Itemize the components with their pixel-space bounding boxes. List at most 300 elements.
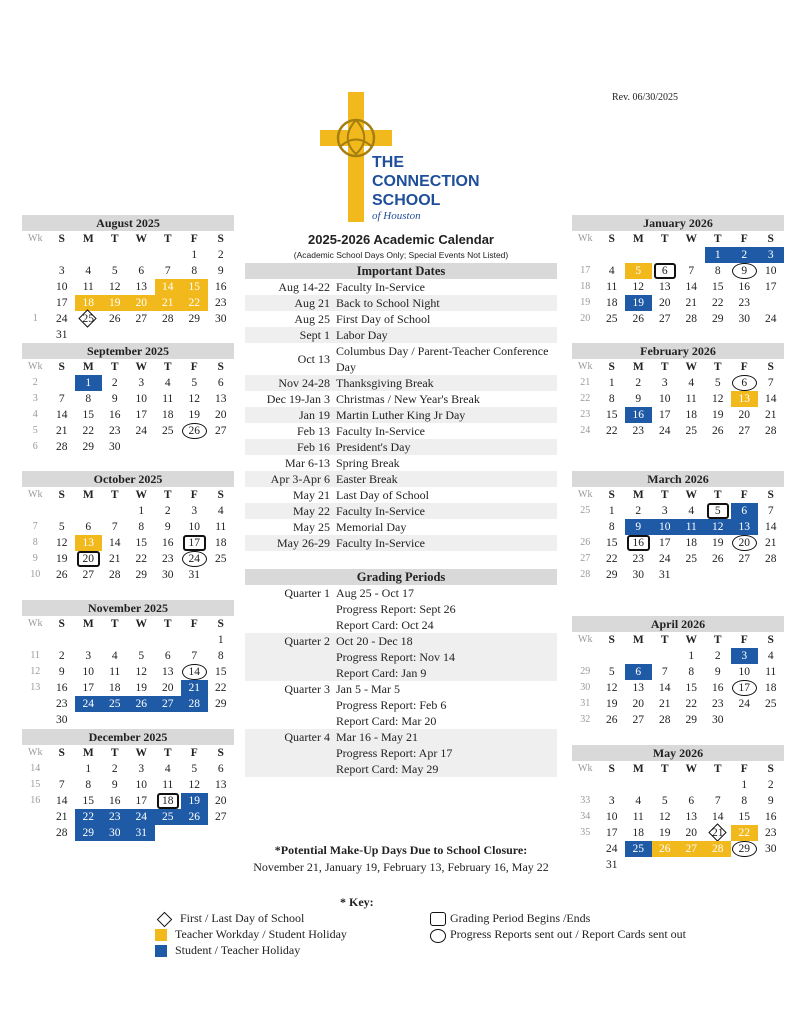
day-cell: 18: [75, 295, 102, 311]
important-dates-heading: Important Dates: [245, 263, 557, 279]
day-cell: 9: [625, 519, 652, 535]
week-number-header: Wk: [578, 489, 593, 500]
day-cell: 19: [712, 537, 724, 549]
day-cell: 14: [765, 393, 777, 405]
day-cell: 16: [162, 537, 174, 549]
day-cell: 2: [635, 377, 642, 389]
yellow-swatch-icon: [155, 929, 167, 941]
day-cell: 26: [128, 696, 155, 712]
day-cell: 6: [138, 265, 145, 277]
day-cell: 2: [58, 650, 65, 662]
grading-detail: Report Card: Jan 9: [336, 666, 427, 680]
day-cell: 8: [688, 666, 695, 678]
important-date: Sept 1: [299, 328, 330, 342]
day-cell: 26: [606, 714, 618, 726]
month-calendar: [572, 745, 784, 873]
day-cell: [155, 247, 182, 263]
important-event: Spring Break: [336, 456, 400, 470]
day-cell: 23: [215, 297, 227, 309]
day-cell: 27: [155, 696, 182, 712]
weekday-header: S: [58, 618, 65, 630]
weekday-header: W: [685, 361, 697, 373]
day-cell: 1: [138, 505, 145, 517]
quarter-label: Quarter 4: [284, 730, 330, 744]
day-cell: [758, 295, 785, 311]
day-cell: 18: [765, 682, 777, 694]
month-calendar: [572, 471, 784, 583]
day-cell: 3: [661, 505, 668, 517]
day-cell: 11: [632, 811, 644, 823]
key-teacher-workday: Teacher Workday / Student Holiday: [155, 926, 347, 942]
day-cell: 29: [188, 313, 200, 325]
day-cell: 1: [688, 650, 695, 662]
day-cell: 12: [712, 393, 724, 405]
week-number: 34: [580, 811, 591, 822]
day-cell: 11: [109, 666, 121, 678]
quarter-label: [245, 601, 336, 617]
important-date: Apr 3-Apr 6: [270, 472, 330, 486]
grading-row: [245, 601, 557, 617]
day-cell: 7: [58, 393, 65, 405]
important-event: Faculty In-Service: [336, 504, 425, 518]
important-date-row: [245, 519, 557, 535]
day-cell: 24: [135, 425, 147, 437]
month-calendar: [22, 729, 234, 841]
day-cell: [731, 712, 758, 728]
day-cell: 20: [685, 827, 697, 839]
day-cell: 10: [738, 666, 750, 678]
weekday-header: W: [135, 361, 147, 373]
grading-detail: Report Card: Mar 20: [336, 714, 437, 728]
week-number-header: Wk: [28, 618, 43, 629]
grading-periods-list: [245, 585, 557, 777]
weekday-header: W: [135, 489, 147, 501]
day-cell: [102, 327, 129, 343]
day-cell: 1: [85, 763, 92, 775]
day-cell: 13: [731, 391, 758, 407]
day-cell: 11: [162, 779, 174, 791]
grading-periods-heading: Grading Periods: [245, 569, 557, 585]
week-number: 16: [30, 795, 41, 806]
weekday-header: S: [217, 747, 224, 759]
day-cell: 7: [191, 650, 198, 662]
day-cell: 2: [217, 249, 224, 261]
grading-detail: Progress Report: Nov 14: [336, 650, 455, 664]
day-cell: 17: [135, 795, 147, 807]
day-cell: 11: [82, 281, 94, 293]
important-date-row: [245, 535, 557, 551]
day-cell: 12: [659, 811, 671, 823]
day-cell: 11: [678, 519, 705, 535]
day-cell: 13: [731, 519, 758, 535]
week-number-header: Wk: [28, 361, 43, 372]
day-cell: [208, 825, 235, 841]
weekday-header: M: [632, 233, 644, 245]
day-cell: 4: [85, 265, 92, 277]
month-title: May 2026: [572, 745, 784, 761]
day-cell: 14: [685, 281, 697, 293]
important-date-row: [245, 439, 557, 455]
grading-detail: Mar 16 - May 21: [336, 730, 418, 744]
day-cell: 8: [85, 393, 92, 405]
month-calendar: [22, 471, 234, 583]
day-cell: 27: [738, 425, 750, 437]
weekday-header: M: [632, 763, 644, 775]
day-cell: [705, 777, 732, 793]
rounded-box-icon: [430, 912, 446, 926]
day-cell: 24: [56, 313, 68, 325]
day-cell: 9: [731, 263, 758, 279]
weekday-header: M: [82, 233, 94, 245]
day-cell: [128, 632, 155, 648]
week-number-header: Wk: [578, 361, 593, 372]
day-cell: 23: [738, 297, 750, 309]
day-cell: 6: [164, 650, 171, 662]
day-cell: 22: [606, 425, 618, 437]
day-cell: [208, 567, 235, 583]
day-cell: [625, 857, 652, 873]
month-title: April 2026: [572, 616, 784, 632]
day-cell: 9: [767, 795, 774, 807]
day-cell: [652, 857, 679, 873]
month-title: September 2025: [22, 343, 234, 359]
important-event: Back to School Night: [336, 296, 440, 310]
important-date: Aug 14-22: [278, 280, 330, 294]
day-cell: 25: [685, 553, 697, 565]
weekday-header: W: [685, 233, 697, 245]
week-number: 17: [580, 265, 591, 276]
weekday-header: T: [163, 361, 172, 373]
day-cell: [208, 327, 235, 343]
day-cell: 15: [606, 409, 618, 421]
day-cell: [181, 825, 208, 841]
important-date: Mar 6-13: [285, 456, 330, 470]
week-number: 35: [580, 827, 591, 838]
important-date-row: [245, 407, 557, 423]
day-cell: [625, 648, 652, 664]
day-cell: 27: [135, 313, 147, 325]
weekday-header: T: [713, 361, 722, 373]
day-cell: 25: [685, 425, 697, 437]
day-cell: 15: [82, 795, 94, 807]
weekday-header: T: [110, 361, 119, 373]
day-cell: 25: [625, 841, 652, 857]
day-cell: 18: [685, 537, 697, 549]
day-cell: 18: [632, 827, 644, 839]
important-date: Feb 13: [297, 424, 330, 438]
day-cell: 21: [56, 811, 68, 823]
day-cell: [155, 439, 182, 455]
weekday-header: T: [163, 618, 172, 630]
weekday-header: T: [110, 618, 119, 630]
day-cell: 10: [765, 265, 777, 277]
day-cell: 22: [135, 553, 147, 565]
day-cell: 13: [162, 666, 174, 678]
day-cell: [128, 247, 155, 263]
grading-row: [245, 617, 557, 633]
weekday-header: W: [135, 747, 147, 759]
day-cell: 24: [181, 551, 208, 567]
grading-row: [245, 681, 557, 697]
weekday-header: T: [713, 634, 722, 646]
day-cell: 12: [188, 779, 200, 791]
day-cell: 19: [56, 553, 68, 565]
week-number: 29: [580, 666, 591, 677]
day-cell: [155, 327, 182, 343]
day-cell: 30: [738, 313, 750, 325]
important-date-row: [245, 391, 557, 407]
day-cell: 29: [75, 825, 102, 841]
day-cell: 14: [56, 795, 68, 807]
day-cell: 22: [215, 682, 227, 694]
weekday-header: F: [190, 361, 198, 373]
key-grading: Grading Period Begins /Ends: [430, 910, 686, 926]
weekday-header: T: [713, 763, 722, 775]
month-title: January 2026: [572, 215, 784, 231]
week-number-header: Wk: [28, 747, 43, 758]
day-cell: 6: [688, 795, 695, 807]
day-cell: 18: [685, 409, 697, 421]
day-cell: 21: [659, 698, 671, 710]
day-cell: 5: [58, 521, 65, 533]
weekday-header: F: [190, 233, 198, 245]
week-number: 3: [32, 393, 38, 404]
day-cell: 25: [75, 311, 102, 327]
week-number: 5: [32, 425, 38, 436]
day-cell: 8: [608, 521, 615, 533]
week-number: 24: [580, 425, 591, 436]
day-cell: 17: [765, 281, 777, 293]
week-number: [22, 263, 49, 279]
weekday-header: S: [767, 489, 774, 501]
grading-detail: Progress Report: Apr 17: [336, 746, 453, 760]
day-cell: 6: [625, 664, 652, 680]
weekday-header: F: [740, 489, 748, 501]
day-cell: 31: [128, 825, 155, 841]
day-cell: 14: [56, 409, 68, 421]
day-cell: 3: [85, 650, 92, 662]
weekday-header: T: [163, 747, 172, 759]
day-cell: 6: [731, 375, 758, 391]
weekday-header: M: [82, 618, 94, 630]
grading-row: [245, 649, 557, 665]
week-number: [22, 295, 49, 311]
important-event: Christmas / New Year's Break: [336, 392, 480, 406]
day-cell: 21: [109, 553, 121, 565]
day-cell: 29: [135, 569, 147, 581]
day-cell: [128, 327, 155, 343]
quarter-label: [245, 761, 336, 777]
week-number: 1: [32, 313, 38, 324]
day-cell: [208, 712, 235, 728]
grading-detail: Jan 5 - Mar 5: [336, 682, 400, 696]
day-cell: 7: [111, 521, 118, 533]
day-cell: 25: [606, 313, 618, 325]
day-cell: 27: [82, 569, 94, 581]
important-date: May 25: [293, 520, 330, 534]
day-cell: 10: [188, 521, 200, 533]
day-cell: 19: [659, 827, 671, 839]
quarter-label: [245, 649, 336, 665]
day-cell: 3: [138, 763, 145, 775]
day-cell: 31: [188, 569, 200, 581]
weekday-header: F: [740, 763, 748, 775]
week-number: 22: [580, 393, 591, 404]
week-number: 26: [580, 537, 591, 548]
week-number: 23: [580, 409, 591, 420]
day-cell: [678, 857, 705, 873]
day-cell: 18: [155, 793, 182, 809]
day-cell: 13: [215, 779, 227, 791]
grading-detail: Aug 25 - Oct 17: [336, 586, 414, 600]
grading-detail: Report Card: Oct 24: [336, 618, 434, 632]
weekday-header: W: [685, 763, 697, 775]
day-cell: 10: [135, 779, 147, 791]
day-cell: 16: [738, 281, 750, 293]
day-cell: 28: [659, 714, 671, 726]
important-event: Labor Day: [336, 328, 388, 342]
day-cell: 30: [56, 714, 68, 726]
day-cell: 14: [181, 664, 208, 680]
week-number: [22, 279, 49, 295]
day-cell: 12: [606, 682, 618, 694]
week-number: [572, 247, 599, 263]
weekday-header: T: [163, 233, 172, 245]
important-event: Martin Luther King Jr Day: [336, 408, 466, 422]
day-cell: 10: [135, 393, 147, 405]
day-cell: 30: [102, 825, 129, 841]
day-cell: 12: [632, 281, 644, 293]
day-cell: 3: [608, 795, 615, 807]
day-cell: 14: [109, 537, 121, 549]
weekday-header: S: [767, 361, 774, 373]
important-date-row: [245, 295, 557, 311]
day-cell: 29: [215, 698, 227, 710]
day-cell: 16: [109, 795, 121, 807]
day-cell: 13: [685, 811, 697, 823]
week-number: [22, 809, 49, 825]
day-cell: [75, 327, 102, 343]
important-event: Faculty In-Service: [336, 536, 425, 550]
day-cell: 1: [191, 249, 198, 261]
day-cell: 5: [608, 666, 615, 678]
important-date-row: [245, 471, 557, 487]
weekday-header: T: [660, 489, 669, 501]
key-holiday: Student / Teacher Holiday: [155, 942, 347, 958]
week-number: 25: [580, 505, 591, 516]
day-cell: [102, 712, 129, 728]
day-cell: 25: [102, 696, 129, 712]
day-cell: 1: [217, 634, 224, 646]
day-cell: 31: [56, 329, 68, 341]
weekday-header: T: [110, 233, 119, 245]
day-cell: 1: [608, 377, 615, 389]
day-cell: 9: [58, 666, 65, 678]
day-cell: 24: [659, 553, 671, 565]
day-cell: 30: [215, 313, 227, 325]
day-cell: 23: [632, 553, 644, 565]
day-cell: 1: [741, 779, 748, 791]
day-cell: 21: [765, 537, 777, 549]
week-number: [22, 503, 49, 519]
day-cell: 2: [111, 763, 118, 775]
day-cell: 4: [688, 505, 695, 517]
day-cell: 15: [606, 537, 618, 549]
day-cell: 7: [688, 265, 695, 277]
day-cell: 3: [191, 505, 198, 517]
week-number: [572, 648, 599, 664]
day-cell: 20: [731, 535, 758, 551]
weekday-header: T: [110, 489, 119, 501]
day-cell: [652, 777, 679, 793]
week-number: [22, 327, 49, 343]
day-cell: 6: [652, 263, 679, 279]
ellipse-icon: [430, 929, 446, 943]
day-cell: 8: [217, 650, 224, 662]
day-cell: 19: [712, 409, 724, 421]
day-cell: 25: [215, 553, 227, 565]
day-cell: 8: [85, 779, 92, 791]
day-cell: 27: [659, 313, 671, 325]
day-cell: 28: [109, 569, 121, 581]
day-cell: 24: [659, 425, 671, 437]
week-number: [572, 841, 599, 857]
day-cell: 26: [712, 425, 724, 437]
grading-row: [245, 665, 557, 681]
day-cell: 13: [75, 535, 102, 551]
day-cell: [75, 503, 102, 519]
diamond-icon: [157, 911, 173, 927]
day-cell: 11: [162, 393, 174, 405]
day-cell: 16: [625, 535, 652, 551]
important-date-row: [245, 343, 557, 375]
day-cell: 11: [765, 666, 777, 678]
day-cell: 3: [661, 377, 668, 389]
day-cell: 30: [632, 569, 644, 581]
day-cell: 17: [659, 409, 671, 421]
day-cell: 23: [632, 425, 644, 437]
weekday-header: S: [58, 361, 65, 373]
day-cell: [731, 567, 758, 583]
month-calendar: [572, 616, 784, 728]
key-left: [155, 910, 347, 958]
week-number: 9: [32, 553, 38, 564]
day-cell: 4: [164, 763, 171, 775]
week-number: 31: [580, 698, 591, 709]
day-cell: 20: [215, 795, 227, 807]
weekday-header: S: [58, 489, 65, 501]
weekday-header: T: [660, 233, 669, 245]
day-cell: [155, 632, 182, 648]
revision-date: Rev. 06/30/2025: [612, 92, 679, 103]
week-number-header: Wk: [28, 233, 43, 244]
day-cell: 31: [659, 569, 671, 581]
day-cell: 16: [109, 409, 121, 421]
day-cell: 18: [109, 682, 121, 694]
important-date-row: [245, 503, 557, 519]
day-cell: 29: [731, 841, 758, 857]
day-cell: [208, 439, 235, 455]
day-cell: [599, 648, 626, 664]
key-reports: Progress Reports sent out / Report Cards sent out: [430, 926, 686, 942]
day-cell: [678, 247, 705, 263]
weekday-header: M: [82, 361, 94, 373]
week-number: [22, 247, 49, 263]
day-cell: 14: [765, 521, 777, 533]
day-cell: 17: [135, 409, 147, 421]
day-cell: 21: [705, 825, 732, 841]
day-cell: 30: [162, 569, 174, 581]
